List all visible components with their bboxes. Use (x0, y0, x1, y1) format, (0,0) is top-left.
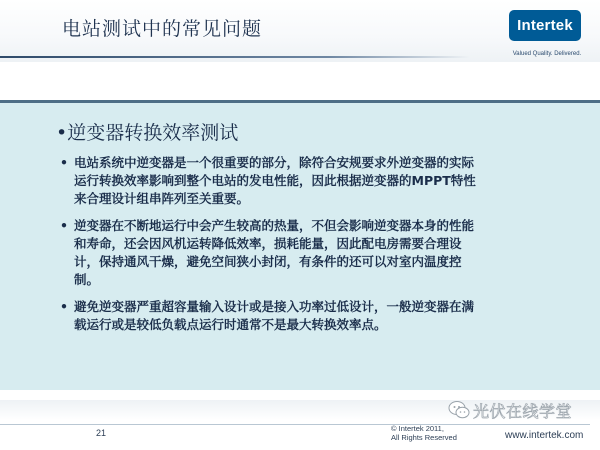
bullet-item: • 逆变器在不断地运行中会产生较高的热量，不但会影响逆变器本身的性能和寿命，还会因风机运转降低效率，损耗能量，因此配电房需要合理设计，保持通风干燥，避免空间狭小封闭，有条件的还可以对室内温度控制。 (60, 217, 480, 289)
logo-tagline: Valued Quality. Delivered. (512, 51, 582, 57)
header-divider (0, 56, 470, 58)
website-link[interactable]: www.intertek.com (505, 430, 584, 441)
copyright-line-1: © Intertek 2011, (391, 424, 444, 433)
section-heading (56, 118, 238, 145)
footer-divider (0, 424, 590, 425)
wechat-icon (448, 400, 470, 420)
watermark (448, 398, 598, 422)
intertek-logo (509, 10, 581, 41)
bullet-item: • 避免逆变器严重超容量输入设计或是接入功率过低设计，一般逆变器在满载运行或是较低负载点运行时通常不是最大转换效率点。 (60, 298, 480, 334)
copyright-notice (391, 424, 457, 442)
heading-bullet-icon: • (56, 122, 68, 144)
page-number: 21 (96, 428, 107, 438)
slide-title: 电站测试中的常见问题 (62, 18, 263, 40)
copyright-line-2: All Rights Reserved (391, 433, 457, 442)
content-panel-border (0, 100, 600, 103)
bullet-list (60, 154, 480, 343)
logo-brand-text: Intertek (517, 17, 573, 34)
section-heading-text: 逆变器转换效率测试 (67, 122, 239, 144)
watermark-text: 光伏在线学堂 (473, 401, 573, 421)
bullet-item: • 电站系统中逆变器是一个很重要的部分，除符合安规要求外逆变器的实际运行转换效率影响到整个电站的发电性能，因此根据逆变器的MPPT特性来合理设计组串阵列至关重要。 (60, 154, 480, 208)
